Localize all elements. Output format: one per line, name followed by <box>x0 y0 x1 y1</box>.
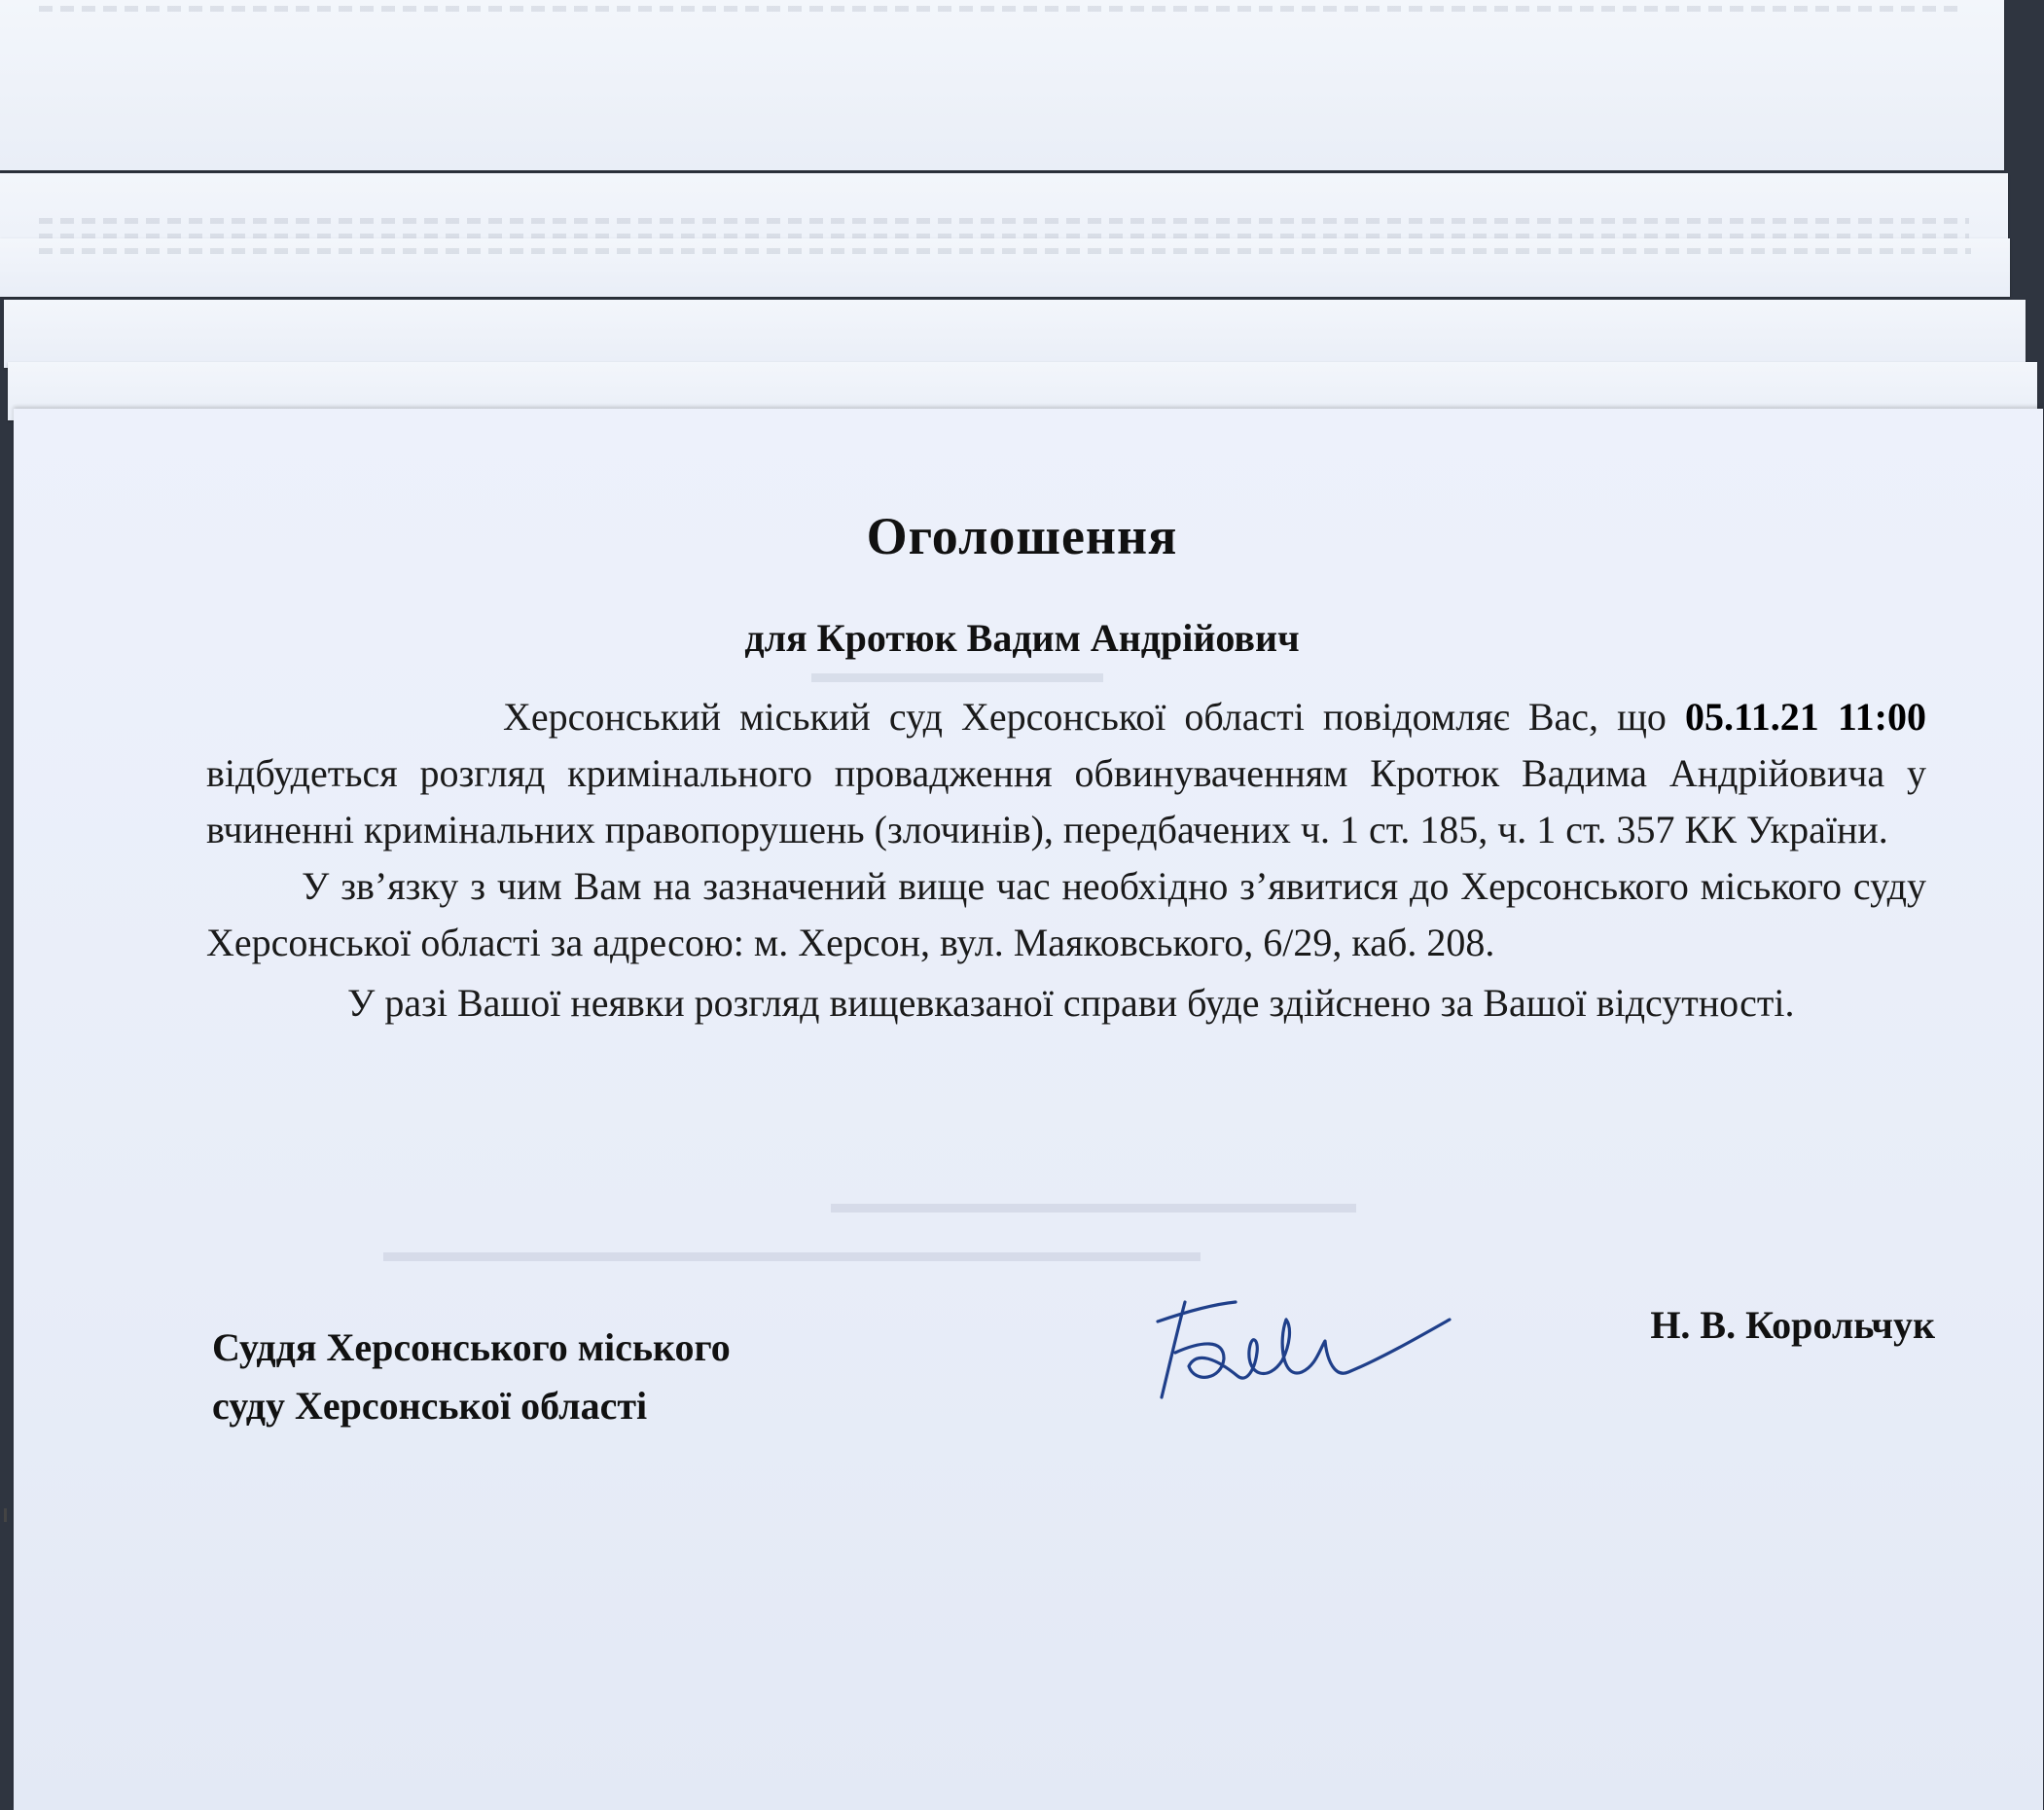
judge-title-line: суду Херсонської області <box>212 1384 648 1428</box>
notice-paragraph-hearing <box>206 689 1926 858</box>
hearing-datetime: 05.11.21 11:00 <box>1685 695 1927 739</box>
notice-paragraph-absence: У разі Вашої неявки розгляд вищевказаної справи буде здійснено за Вашої відсутності. <box>347 981 1795 1025</box>
judge-name: Н. В. Корольчук <box>1650 1303 1935 1347</box>
background-sheet-4 <box>4 300 2026 368</box>
court-intro-text: Херсонський міський суд Херсонської області повідомляє Вас, що <box>503 695 1667 739</box>
sheet-edge-mark <box>4 1508 7 1522</box>
notice-body <box>206 689 1926 1035</box>
show-through-text: ▬▬▬▬▬▬▬▬▬▬▬▬▬▬▬▬▬▬▬▬▬▬▬▬▬▬▬▬ <box>383 1236 1201 1268</box>
judge-title <box>212 1319 731 1435</box>
signature-icon <box>1148 1283 1459 1409</box>
background-sheet-1 <box>0 0 2004 170</box>
show-through-text: ▬▬▬▬▬▬▬▬▬▬▬▬▬▬▬▬▬▬ <box>831 1187 1356 1219</box>
judge-title-line: Суддя Херсонського міського <box>212 1325 731 1369</box>
notice-title: Оголошення <box>866 507 1178 565</box>
show-through-text: ▬▬▬▬▬▬▬▬▬▬ <box>811 657 1103 689</box>
notice-recipient: для Кротюк Вадим Андрійович <box>744 616 1300 660</box>
background-sheet-3 <box>0 238 2010 297</box>
notice-paragraph-appearance: У зв’язку з чим Вам на зазначений вище час необхідно з’явитися до Херсонського міського суду Херсонської області за адресою: м. Херсон, вул. Маяковського, 6/29, каб. 208. <box>206 864 1926 964</box>
hearing-details-text: відбудеться розгляд кримінального провадження обвинуваченням Кротюк Вадима Андрійовича у вчиненні кримінальних правопорушень (злочинів), передбачених ч. 1 ст. 185, ч. 1 ст. 357 КК України. <box>206 751 1926 851</box>
